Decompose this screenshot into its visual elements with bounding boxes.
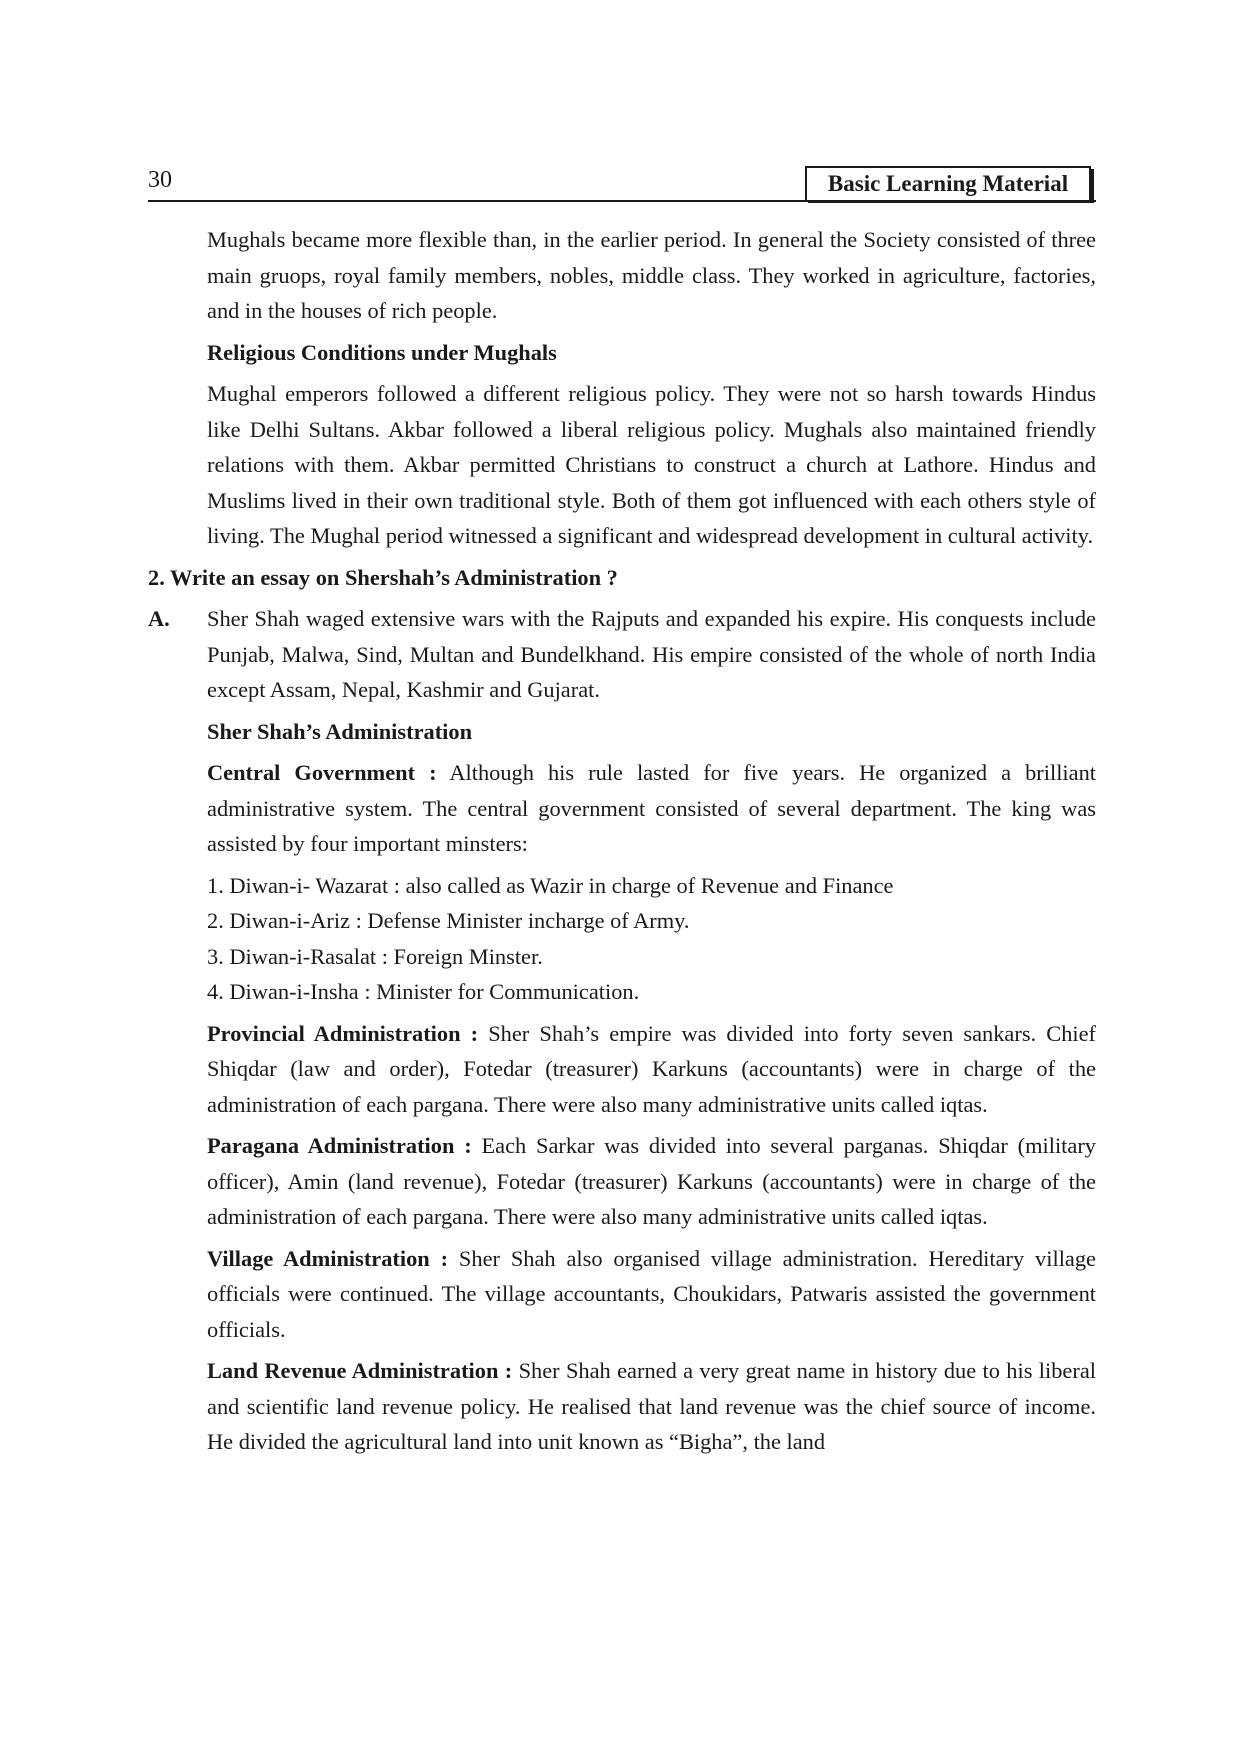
provincial-term: Provincial Administration : <box>207 1020 479 1046</box>
paragana-term: Paragana Administration : <box>207 1133 472 1158</box>
page-number: 30 <box>148 167 172 193</box>
central-government-text: Although his rule lasted for five years. He organized a brilliant administrative system. The central government consisted of several department. The king was assisted by four important minsters: <box>207 760 1096 856</box>
intro-section <box>207 222 1096 554</box>
land-revenue-paragraph <box>207 1353 1096 1460</box>
list-item: 2. Diwan-i-Ariz : Defense Minister incharge of Army. <box>207 908 690 933</box>
answer-label: A. <box>148 606 170 631</box>
administration-heading: Sher Shah’s Administration <box>207 718 473 744</box>
page-content <box>148 222 1096 1466</box>
religious-paragraph: Mughal emperors followed a different religious policy. They were not so harsh towards Hindus like Delhi Sultans. Akbar followed a liberal religious policy. Mughals also maintained friendly relations with them. Akbar permitted Christians to construct a church at Lathore. Hindus and Muslims lived in their own traditional style. Both of them got influenced with each others style of living. The Mughal period witnessed a significant and widespread development in cultural activity. <box>207 381 1096 548</box>
answer-block <box>148 601 1096 708</box>
religious-heading: Religious Conditions under Mughals <box>207 339 557 365</box>
paragana-paragraph <box>207 1128 1096 1235</box>
village-paragraph <box>207 1241 1096 1348</box>
provincial-text: Sher Shah’s empire was divided into forty seven sankars. Chief Shiqdar (law and order), Fotedar (treasurer) Karkuns (accountants) were in charge of the administration of each pargana. There were also many administrative units called iqtas. <box>207 1020 1097 1117</box>
intro-paragraph: Mughals became more flexible than, in the earlier period. In general the Society consisted of three main gruops, royal family members, nobles, middle class. They worked in agriculture, factories, and in the houses of rich people. <box>207 227 1096 323</box>
land-revenue-text: Sher Shah earned a very great name in history due to his liberal and scientific land revenue policy. He realised that land revenue was the chief source of income. He divided the agricultural land into unit known as “Bigha”, the land <box>207 1358 1096 1454</box>
central-government-paragraph <box>207 755 1096 862</box>
provincial-paragraph <box>207 1016 1096 1123</box>
list-item: 4. Diwan-i-Insha : Minister for Communication. <box>207 979 640 1004</box>
administration-section <box>207 714 1096 1460</box>
list-item: 3. Diwan-i-Rasalat : Foreign Minster. <box>207 943 543 969</box>
list-item: 1. Diwan-i- Wazarat : also called as Wazir in charge of Revenue and Finance <box>207 872 894 898</box>
village-text: Sher Shah also organised village administration. Hereditary village officials were continued. The village accountants, Choukidars, Patwaris assisted the government officials. <box>207 1245 1096 1342</box>
paragana-text: Each Sarkar was divided into several parganas. Shiqdar (military officer), Amin (land revenue), Fotedar (treasurer) Karkuns (accountants) were in charge of the administration of each pargana. There were also many administrative units called iqtas. <box>207 1133 1096 1229</box>
land-revenue-term: Land Revenue Administration : <box>207 1358 513 1383</box>
central-government-term: Central Government : <box>207 760 437 785</box>
village-term: Village Administration : <box>207 1245 449 1271</box>
answer-paragraph: Sher Shah waged extensive wars with the Rajputs and expanded his expire. His conquests include Punjab, Malwa, Sind, Multan and Bundelkhand. His empire consisted of the whole of north India except Assam, Nepal, Kashmir and Gujarat. <box>207 606 1096 702</box>
ministers-list <box>207 868 1096 1010</box>
header-rule <box>148 200 1096 202</box>
book-title-box: Basic Learning Material <box>805 166 1091 200</box>
question-heading: 2. Write an essay on Shershah’s Administration ? <box>148 564 618 590</box>
